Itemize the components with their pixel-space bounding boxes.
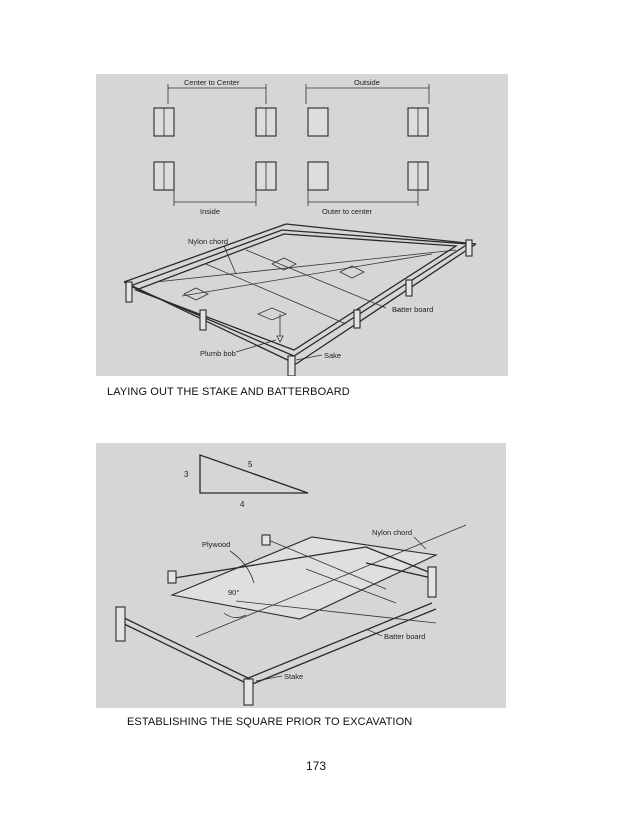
outside-label: Outside bbox=[354, 78, 380, 87]
triangle-hypotenuse-5: 5 bbox=[248, 460, 253, 469]
nylon-chord-label: Nylon chord bbox=[188, 237, 229, 246]
triangle-side-3: 3 bbox=[184, 470, 189, 479]
angle-label: 90° bbox=[228, 588, 240, 597]
batter-board-label: B̶atter board bbox=[392, 305, 434, 314]
establish-square-diagram bbox=[96, 443, 506, 708]
nylon-chord-label-2: Nylon chord bbox=[372, 528, 413, 537]
figure2-caption: ESTABLISHING THE SQUARE PRIOR TO EXCAVATION bbox=[127, 716, 413, 728]
stake-batterboard-diagram bbox=[96, 74, 508, 376]
figure1-caption: LAYING OUT THE STAKE AND BATTERBOARD bbox=[107, 386, 350, 398]
plumb-bob-label: Plumb bob bbox=[200, 349, 236, 358]
figure-establish-square bbox=[96, 443, 506, 708]
inside-label: Inside bbox=[200, 207, 221, 216]
stake-label-2: Stake bbox=[284, 672, 304, 681]
triangle-side-4: 4 bbox=[240, 500, 245, 509]
stake-label: Sake bbox=[324, 351, 342, 360]
figure-stake-batterboard bbox=[96, 74, 508, 376]
batter-board-label-2: Batter board bbox=[384, 632, 426, 641]
plywood-label: Plywood bbox=[202, 540, 231, 549]
page-number: 173 bbox=[306, 759, 327, 773]
outer-to-center-label: Outer to center bbox=[322, 207, 373, 216]
center-to-center-label: Center to Center bbox=[184, 78, 240, 87]
